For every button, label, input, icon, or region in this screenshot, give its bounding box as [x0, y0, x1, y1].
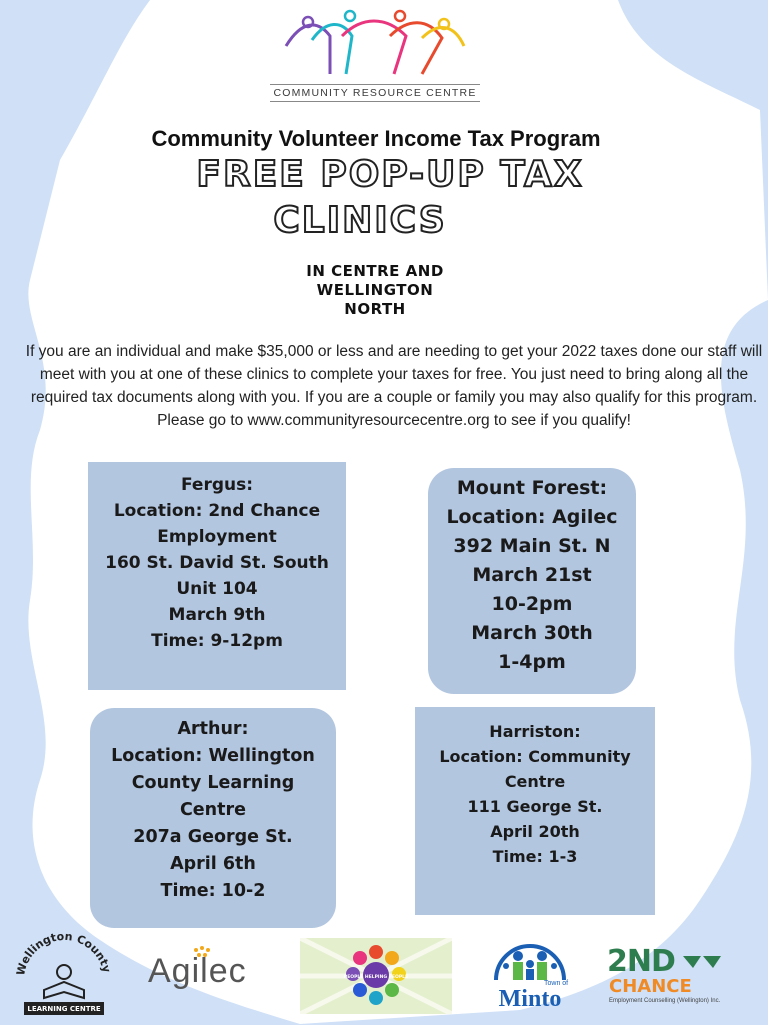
- clinic-time: Time: 1-3: [492, 847, 578, 866]
- headline-line-2: CLINICS: [273, 200, 447, 241]
- clinic-time-2: 1-4pm: [498, 651, 566, 673]
- wellington-banner: LEARNING CENTRE: [27, 1005, 101, 1013]
- clinic-card-fergus: [88, 462, 346, 690]
- clinic-date: April 6th: [170, 854, 256, 874]
- clinic-town: Arthur:: [177, 719, 249, 739]
- region-line-1: IN CENTRE AND: [306, 262, 444, 280]
- sunburst-text: PEOPLE HELPING PEOPLE: [343, 975, 409, 980]
- region-line-2: WELLINGTON: [316, 281, 434, 299]
- headline: [196, 152, 600, 244]
- region-line-3: NORTH: [344, 300, 406, 318]
- clinic-time-1: 10-2pm: [491, 593, 573, 615]
- clinic-address: 392 Main St. N: [453, 535, 611, 557]
- org-name: COMMUNITY RESOURCE CENTRE: [270, 84, 480, 102]
- chance-arrow-icon: [683, 954, 723, 970]
- clinic-unit: Unit 104: [176, 579, 258, 599]
- svg-text:Wellington County: [14, 930, 113, 977]
- clinic-location-cont: County Learning: [131, 773, 295, 793]
- headline-line-1: FREE POP-UP TAX: [196, 154, 584, 195]
- clinic-time: Time: 9-12pm: [151, 631, 283, 651]
- region-heading: [290, 262, 460, 319]
- clinic-town: Fergus:: [180, 475, 254, 495]
- intro-paragraph: If you are an individual and make $35,000 or less and are needing to get your 2022 taxes done our staff will meet with you at one of these clinics to complete your taxes for free. You just need to bring along all the required tax documents along with you. If you are a couple or family you may also qualify for this program. Please go to www.communityresourcecentre.org to see if you qualify!: [25, 343, 763, 429]
- agilec-wordmark: Agilec: [148, 952, 247, 990]
- clinic-location-cont: Employment: [157, 527, 277, 547]
- agilec-logo: [148, 952, 273, 996]
- program-title: Community Volunteer Income Tax Program: [151, 126, 601, 151]
- chance-tagline: Employment Counselling (Wellington) Inc.: [609, 998, 721, 1004]
- minto-small-text: Town of: [544, 980, 569, 987]
- clinic-town: Harriston:: [489, 722, 581, 741]
- clinic-location: Location: Wellington: [111, 746, 315, 766]
- clinic-time: Time: 10-2: [160, 881, 266, 901]
- clinic-location: Location: 2nd Chance: [113, 501, 321, 521]
- clinic-location: Location: Community: [439, 747, 631, 766]
- town-of-minto-logo: [488, 930, 572, 1018]
- clinic-location: Location: Agilec: [446, 506, 618, 528]
- people-arch-icon: [282, 6, 468, 80]
- clinic-address: 207a George St.: [133, 827, 293, 847]
- clinic-date: March 9th: [168, 605, 266, 625]
- clinic-card-mount-forest: [428, 468, 636, 694]
- clinic-address: 160 St. David St. South: [105, 553, 329, 573]
- clinic-date-1: March 21st: [472, 564, 592, 586]
- community-resource-centre-logo: [270, 6, 480, 102]
- wellington-arc-text: Wellington County: [14, 929, 114, 977]
- clinic-location-cont: Centre: [504, 772, 566, 791]
- clinic-card-harriston: [415, 707, 655, 915]
- clinic-date-2: March 30th: [471, 622, 593, 644]
- minto-wordmark: Minto: [498, 986, 562, 1012]
- chance-2nd-text: 2ND: [607, 944, 675, 979]
- clinic-date: April 20th: [490, 822, 580, 841]
- clinic-location-cont-2: Centre: [179, 800, 247, 820]
- wellington-county-learning-centre-logo: [14, 928, 114, 1020]
- 2nd-chance-logo: [607, 944, 725, 1008]
- clinic-town: Mount Forest:: [456, 477, 608, 499]
- chance-word: CHANCE: [609, 976, 692, 997]
- people-helping-people-logo: [300, 938, 452, 1014]
- clinic-card-arthur: [90, 708, 336, 928]
- clinic-address: 111 George St.: [467, 797, 603, 816]
